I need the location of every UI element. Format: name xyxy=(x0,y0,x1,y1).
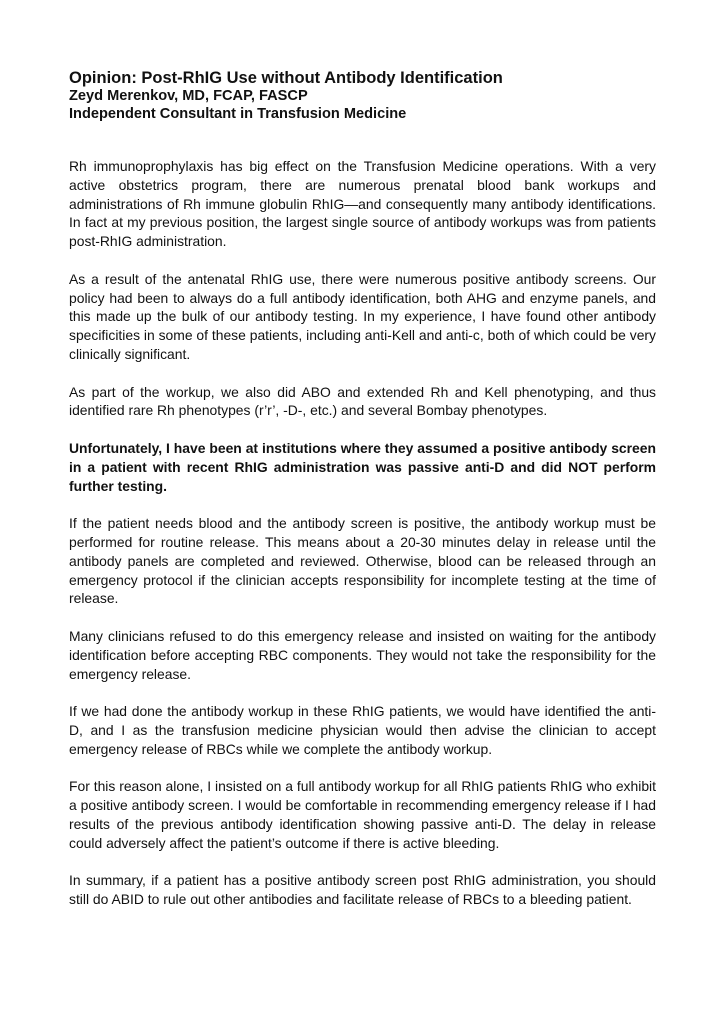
paragraph-emphasis: Unfortunately, I have been at institutions where they assumed a positive antibody screen in a patient with recent RhIG administration was passive anti-D and did NOT perform further testing. xyxy=(69,439,656,494)
document-body xyxy=(69,157,656,909)
paragraph-full-workup-policy: For this reason alone, I insisted on a full antibody workup for all RhIG patients RhIG who exhibit a positive antibody screen. I would be comfortable in recommending emergency release if I had results of the previous antibody identification showing passive anti-D. The delay in release could adversely affect the patient’s outcome if there is active bleeding. xyxy=(69,778,656,851)
paragraph-routine-release: If the patient needs blood and the antibody screen is positive, the antibody workup must be performed for routine release. This means about a 20-30 minutes delay in release until the antibody panels are completed and reviewed. Otherwise, blood can be released through an emergency protocol if the clinician accepts responsibility for incomplete testing at the time of release. xyxy=(69,515,656,607)
paragraph-antenatal-screens: As a result of the antenatal RhIG use, there were numerous positive antibody screens. Our policy had been to always do a full antibody identification, both AHG and enzyme panels, and this made up the bulk of our antibody testing. In my experience, I have found other antibody specificities in some of these patients, including anti-Kell and anti-c, both of which could be very clinically significant. xyxy=(69,270,656,362)
paragraph-intro: Rh immunoprophylaxis has big effect on the Transfusion Medicine operations. With a very active obstetrics program, there are numerous prenatal blood bank workups and administrations of Rh immune globulin RhIG—and consequently many antibody identifications. In fact at my previous position, the largest single source of antibody workups was from patients post-RhIG administration. xyxy=(69,158,656,250)
paragraph-phenotyping: As part of the workup, we also did ABO and extended Rh and Kell phenotyping, and thus identified rare Rh phenotypes (r’r’, -D-, etc.) and several Bombay phenotypes. xyxy=(69,383,656,419)
paragraph-summary: In summary, if a patient has a positive antibody screen post RhIG administration, you should still do ABID to rule out other antibodies and facilitate release of RBCs to a bleeding patient. xyxy=(69,872,656,908)
paragraph-clinician-refusal: Many clinicians refused to do this emergency release and insisted on waiting for the antibody identification before accepting RBC components. They would not take the responsibility for the emergency release. xyxy=(69,627,656,682)
document-page xyxy=(69,69,656,928)
affiliation-line: Independent Consultant in Transfusion Medicine xyxy=(69,105,407,122)
author-line: Zeyd Merenkov, MD, FCAP, FASCP xyxy=(69,88,308,104)
document-header xyxy=(69,69,656,123)
document-title: Opinion: Post-RhIG Use without Antibody Identification xyxy=(69,69,503,87)
paragraph-anti-d-identification: If we had done the antibody workup in these RhIG patients, we would have identified the anti-D, and I as the transfusion medicine physician would then advise the clinician to accept emergency release of RBCs while we complete the antibody workup. xyxy=(69,703,656,757)
